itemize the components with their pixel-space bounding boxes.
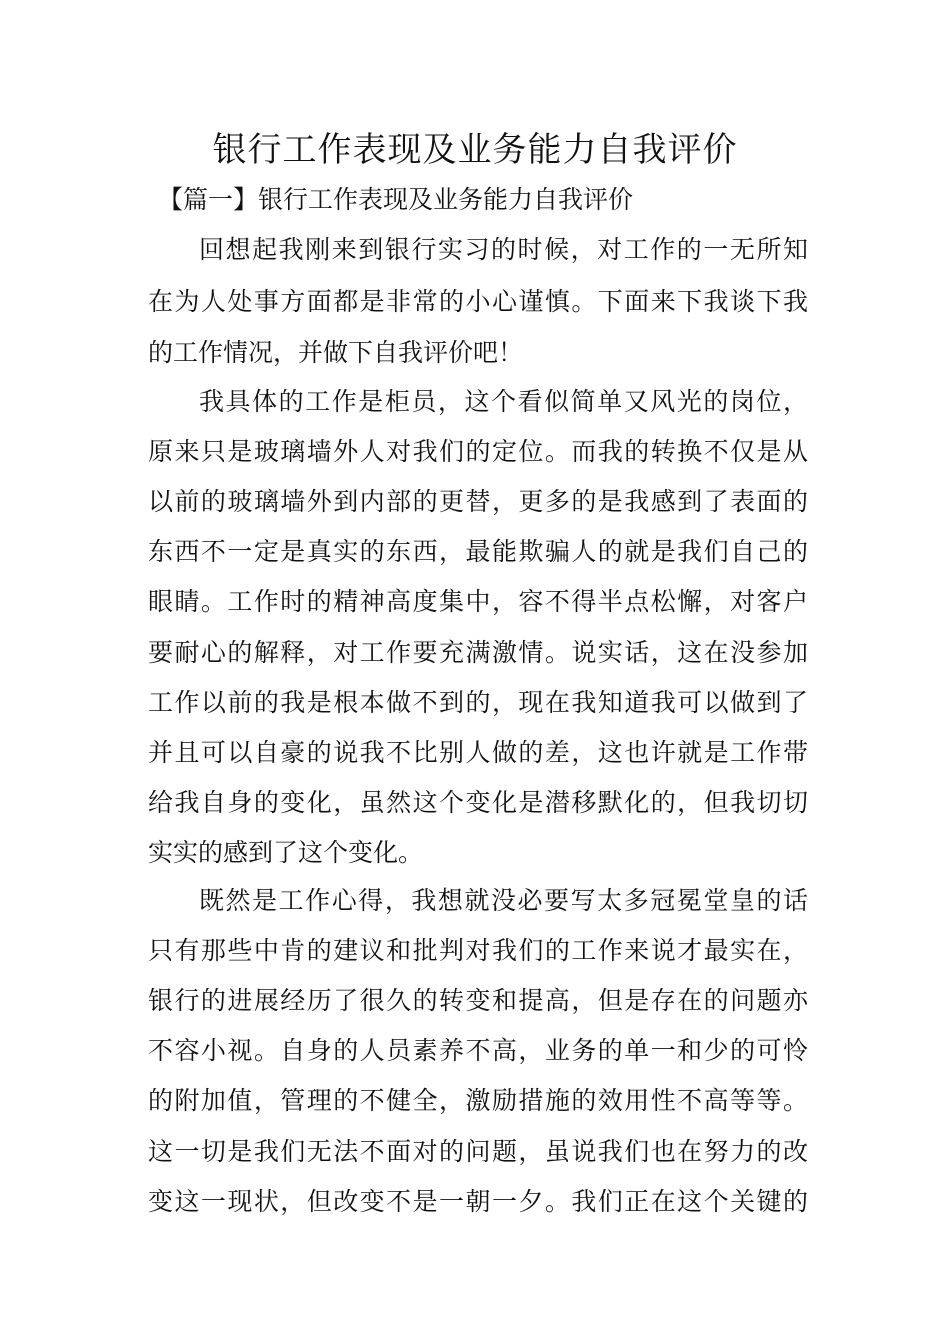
paragraph-2-line-4: 东西不一定是真实的东西，最能欺骗人的就是我们自己的 — [148, 537, 808, 566]
paragraph-2-line-1: 我具体的工作是柜员，这个看似简单又风光的岗位， — [199, 387, 808, 416]
paragraph-3-line-2: 只有那些中肯的建议和批判对我们的工作来说才最实在， — [148, 936, 808, 965]
paragraph-3-line-1: 既然是工作心得，我想就没必要写太多冠冕堂皇的话 — [199, 886, 808, 915]
paragraph-3-line-4: 不容小视。自身的人员素养不高，业务的单一和少的可怜 — [148, 1036, 808, 1065]
paragraph-2-line-2: 原来只是玻璃墙外人对我们的定位。而我的转换不仅是从 — [148, 437, 808, 466]
paragraph-2-line-6: 要耐心的解释，对工作要充满激情。说实话，这在没参加 — [148, 638, 808, 667]
paragraph-3-line-5: 的附加值，管理的不健全，激励措施的效用性不高等等。 — [148, 1086, 808, 1115]
paragraph-2-line-5: 眼睛。工作时的精神高度集中，容不得半点松懈，对客户 — [148, 587, 808, 616]
paragraph-1-line-2: 在为人处事方面都是非常的小心谨慎。下面来下我谈下我 — [148, 287, 808, 316]
paragraph-2-line-10: 实实的感到了这个变化。 — [148, 838, 424, 867]
paragraph-3-line-3: 银行的进展经历了很久的转变和提高，但是存在的问题亦 — [148, 986, 808, 1015]
paragraph-3-line-7: 变这一现状，但改变不是一朝一夕。我们正在这个关键的 — [148, 1187, 808, 1216]
section-heading: 【篇一】银行工作表现及业务能力自我评价 — [158, 185, 634, 214]
paragraph-1-line-1: 回想起我刚来到银行实习的时候，对工作的一无所知 — [199, 235, 808, 264]
paragraph-2-line-7: 工作以前的我是根本做不到的，现在我知道我可以做到了 — [148, 688, 808, 717]
paragraph-2-line-3: 以前的玻璃墙外到内部的更替，更多的是我感到了表面的 — [148, 487, 808, 516]
paragraph-1-line-3: 的工作情况，并做下自我评价吧！ — [148, 338, 524, 367]
paragraph-2-line-9: 给我自身的变化，虽然这个变化是潜移默化的，但我切切 — [148, 788, 808, 817]
document-title: 银行工作表现及业务能力自我评价 — [212, 130, 738, 170]
paragraph-3-line-6: 这一切是我们无法不面对的问题，虽说我们也在努力的改 — [148, 1137, 808, 1166]
paragraph-2-line-8: 并且可以自豪的说我不比别人做的差，这也许就是工作带 — [148, 738, 808, 767]
